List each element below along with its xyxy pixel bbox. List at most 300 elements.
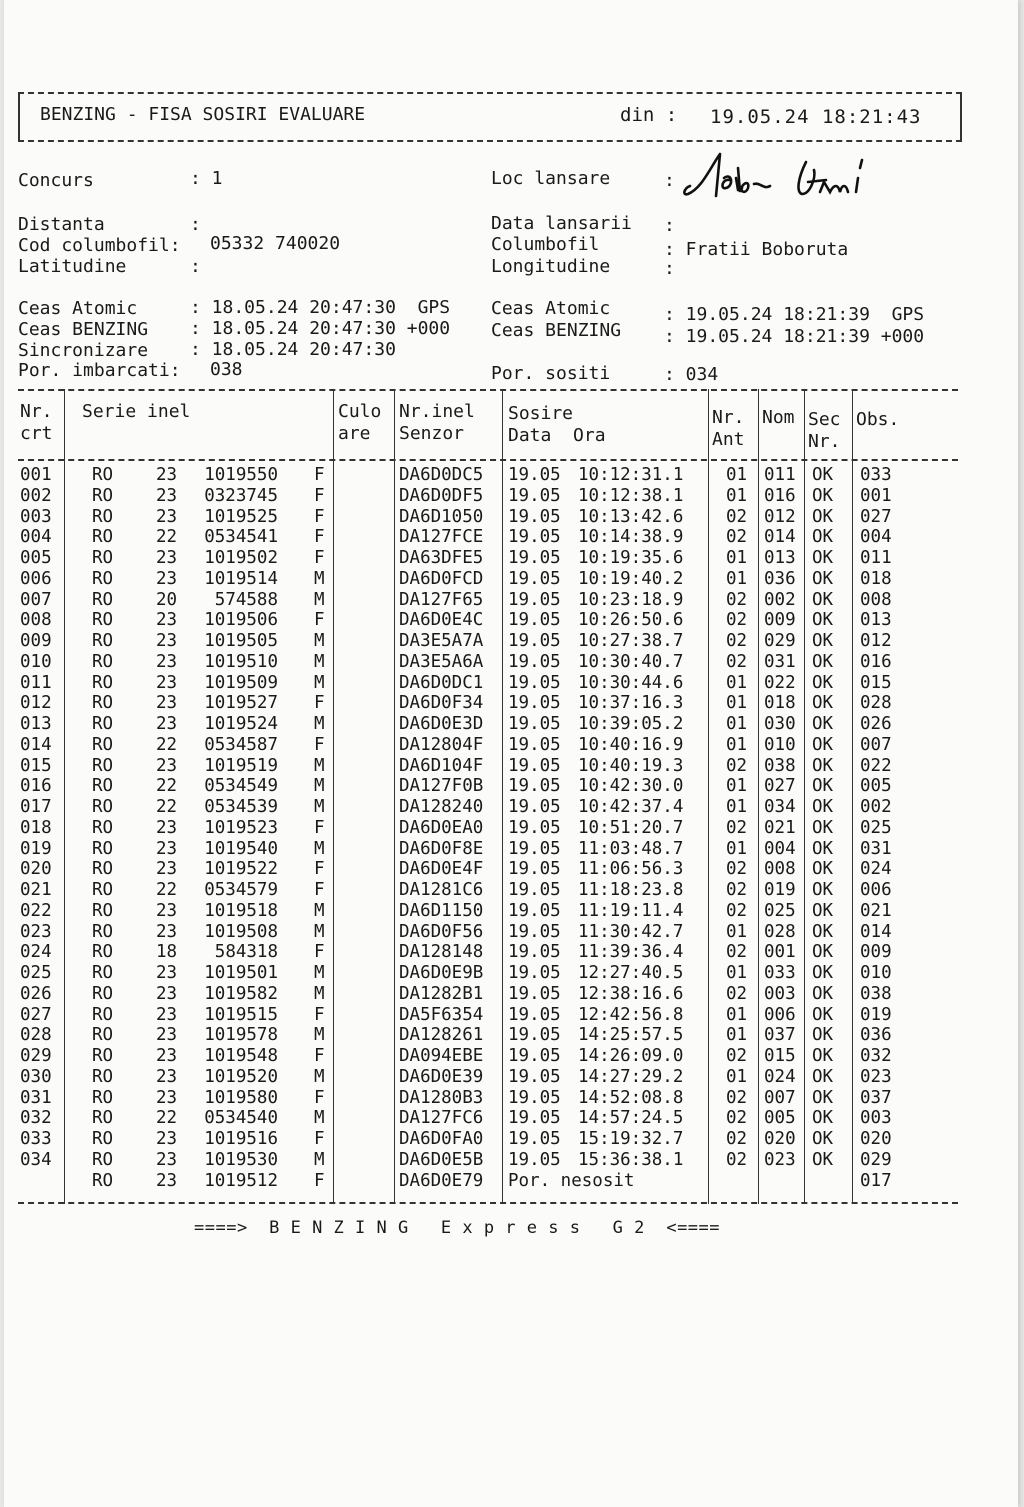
row-time: 10:12:38.1 bbox=[578, 485, 684, 506]
row-nr: 002 bbox=[20, 485, 52, 506]
table-header-rule bbox=[18, 459, 958, 461]
row-sec: OK bbox=[812, 1149, 834, 1170]
row-country: RO bbox=[92, 1108, 114, 1129]
row-sec: OK bbox=[812, 714, 834, 734]
row-nr-ant: 02 bbox=[726, 880, 748, 900]
table-bottom-rule bbox=[18, 1202, 958, 1204]
row-obs: 029 bbox=[860, 1149, 892, 1170]
row-year: 22 bbox=[156, 797, 178, 817]
row-year: 22 bbox=[156, 880, 178, 900]
row-ring-number: 584318 bbox=[214, 942, 278, 963]
row-obs: 011 bbox=[860, 548, 892, 568]
row-time: 10:19:35.6 bbox=[578, 548, 684, 568]
row-nr-ant: 01 bbox=[726, 921, 748, 942]
row-nom: 020 bbox=[764, 1129, 796, 1149]
ceas-atomic-2-label: Ceas Atomic bbox=[491, 298, 611, 319]
row-sensor: DA1280B3 bbox=[399, 1087, 484, 1108]
columbofil-value: : Fratii Boboruta bbox=[664, 239, 849, 260]
table-row bbox=[18, 1005, 958, 1026]
row-nom: 006 bbox=[764, 1004, 796, 1025]
row-obs: 001 bbox=[860, 485, 892, 506]
row-obs: 019 bbox=[860, 1004, 892, 1025]
row-sex: F bbox=[314, 1004, 325, 1025]
distanta-value: : bbox=[190, 214, 201, 235]
row-sex: F bbox=[314, 485, 325, 506]
row-nr: 015 bbox=[20, 755, 52, 776]
row-country: RO bbox=[92, 776, 114, 797]
data-lansarii-value: : bbox=[664, 215, 675, 236]
row-time: 12:42:56.8 bbox=[578, 1004, 684, 1025]
row-obs: 033 bbox=[860, 465, 892, 485]
row-nom: 005 bbox=[764, 1108, 796, 1129]
row-date: 19.05 bbox=[508, 1025, 561, 1046]
row-time: 15:19:32.7 bbox=[578, 1129, 684, 1149]
row-ring-number: 1019510 bbox=[204, 651, 278, 672]
row-sex: F bbox=[314, 610, 325, 631]
table-row bbox=[18, 693, 958, 714]
row-year: 23 bbox=[156, 631, 178, 651]
row-ring-number: 1019524 bbox=[204, 714, 278, 734]
row-date: 19.05 bbox=[508, 838, 561, 859]
row-nom: 036 bbox=[764, 568, 796, 589]
row-sensor: DA128148 bbox=[399, 942, 484, 963]
row-sex: M bbox=[314, 1149, 325, 1170]
row-nr-ant: 02 bbox=[726, 631, 748, 651]
row-sec: OK bbox=[812, 942, 834, 963]
header-serie-inel: Serie inel bbox=[82, 401, 191, 422]
row-sec: OK bbox=[812, 880, 834, 900]
footer-banner: ====> B E N Z I N G E x p r e s s G 2 <==== bbox=[194, 1218, 721, 1238]
row-time: 14:57:24.5 bbox=[578, 1108, 684, 1129]
row-country: RO bbox=[92, 1004, 114, 1025]
row-nr-ant: 01 bbox=[726, 1066, 748, 1087]
row-nr: 028 bbox=[20, 1025, 52, 1046]
row-country: RO bbox=[92, 672, 114, 693]
row-sex: F bbox=[314, 1170, 325, 1191]
row-ring-number: 1019522 bbox=[204, 859, 278, 880]
por-imbarcati-value: 038 bbox=[210, 359, 243, 380]
row-nr-ant: 01 bbox=[726, 1025, 748, 1046]
row-ring-number: 0534539 bbox=[204, 797, 278, 817]
row-obs: 013 bbox=[860, 610, 892, 631]
row-sensor: DA6D0E4F bbox=[399, 859, 484, 880]
row-nr-ant: 02 bbox=[726, 859, 748, 880]
row-nr-ant: 01 bbox=[726, 693, 748, 714]
row-ring-number: 0534587 bbox=[204, 734, 278, 755]
row-sex: M bbox=[314, 797, 325, 817]
row-sensor: DA6D0E5B bbox=[399, 1149, 484, 1170]
table-row bbox=[18, 590, 958, 611]
columbofil-label: Columbofil bbox=[491, 234, 600, 255]
row-sex: F bbox=[314, 1129, 325, 1149]
row-time: 11:03:48.7 bbox=[578, 838, 684, 859]
row-obs: 008 bbox=[860, 589, 892, 610]
row-country: RO bbox=[92, 610, 114, 631]
row-country: RO bbox=[92, 1046, 114, 1066]
row-sex: M bbox=[314, 755, 325, 776]
row-obs: 009 bbox=[860, 942, 892, 963]
table-row bbox=[18, 673, 958, 694]
latitudine-value: : bbox=[190, 256, 201, 277]
row-time: 10:12:31.1 bbox=[578, 465, 684, 485]
row-time: 10:14:38.9 bbox=[578, 527, 684, 548]
row-nr-ant: 02 bbox=[726, 1046, 748, 1066]
row-sensor: DA6D0F8E bbox=[399, 838, 484, 859]
row-sex: F bbox=[314, 527, 325, 548]
row-sex: M bbox=[314, 1108, 325, 1129]
row-sec: OK bbox=[812, 921, 834, 942]
row-sex: F bbox=[314, 465, 325, 485]
row-nr-ant: 02 bbox=[726, 1129, 748, 1149]
loc-lansare-label: Loc lansare bbox=[491, 168, 611, 189]
row-sensor: DA6D104F bbox=[399, 755, 484, 776]
row-nom: 033 bbox=[764, 963, 796, 983]
row-sec: OK bbox=[812, 1025, 834, 1046]
row-country: RO bbox=[92, 506, 114, 527]
row-obs: 005 bbox=[860, 776, 892, 797]
row-nr-ant: 01 bbox=[726, 963, 748, 983]
row-year: 23 bbox=[156, 1004, 178, 1025]
row-date: 19.05 bbox=[508, 797, 561, 817]
row-nr-ant: 02 bbox=[726, 1087, 748, 1108]
row-nom: 014 bbox=[764, 527, 796, 548]
row-sex: M bbox=[314, 900, 325, 921]
row-sensor: DA63DFE5 bbox=[399, 548, 484, 568]
row-year: 23 bbox=[156, 693, 178, 714]
row-country: RO bbox=[92, 527, 114, 548]
row-obs: 031 bbox=[860, 838, 892, 859]
row-time: 14:52:08.8 bbox=[578, 1087, 684, 1108]
row-sec: OK bbox=[812, 776, 834, 797]
row-year: 23 bbox=[156, 859, 178, 880]
row-date: 19.05 bbox=[508, 1108, 561, 1129]
row-sensor: DA5F6354 bbox=[399, 1004, 484, 1025]
row-sex: F bbox=[314, 548, 325, 568]
row-sec: OK bbox=[812, 1129, 834, 1149]
row-country: RO bbox=[92, 1066, 114, 1087]
table-row bbox=[18, 963, 958, 984]
row-nr: 009 bbox=[20, 631, 52, 651]
row-nom: 007 bbox=[764, 1087, 796, 1108]
row-year: 22 bbox=[156, 1108, 178, 1129]
row-country: RO bbox=[92, 963, 114, 983]
row-time: 11:06:56.3 bbox=[578, 859, 684, 880]
row-ring-number: 1019514 bbox=[204, 568, 278, 589]
row-sex: F bbox=[314, 859, 325, 880]
table-row bbox=[18, 818, 958, 839]
row-obs: 017 bbox=[860, 1170, 892, 1191]
row-date: 19.05 bbox=[508, 693, 561, 714]
row-sec: OK bbox=[812, 1087, 834, 1108]
row-ring-number: 1019527 bbox=[204, 693, 278, 714]
row-year: 23 bbox=[156, 1046, 178, 1066]
row-sec: OK bbox=[812, 465, 834, 485]
row-date: 19.05 bbox=[508, 651, 561, 672]
row-ring-number: 1019506 bbox=[204, 610, 278, 631]
row-date: 19.05 bbox=[508, 1129, 561, 1149]
arrivals-table bbox=[18, 389, 958, 1204]
row-obs: 002 bbox=[860, 797, 892, 817]
row-sec: OK bbox=[812, 983, 834, 1004]
row-ring-number: 1019530 bbox=[204, 1149, 278, 1170]
row-nr: 011 bbox=[20, 672, 52, 693]
table-row bbox=[18, 465, 958, 486]
row-obs: 027 bbox=[860, 506, 892, 527]
header-box bbox=[18, 92, 962, 142]
row-obs: 036 bbox=[860, 1025, 892, 1046]
row-sec: OK bbox=[812, 651, 834, 672]
row-year: 23 bbox=[156, 838, 178, 859]
row-country: RO bbox=[92, 734, 114, 755]
row-ring-number: 1019505 bbox=[204, 631, 278, 651]
row-year: 23 bbox=[156, 714, 178, 734]
row-year: 23 bbox=[156, 755, 178, 776]
row-date: 19.05 bbox=[508, 589, 561, 610]
row-date: 19.05 bbox=[508, 859, 561, 880]
printout-sheet: BENZING - FISA SOSIRI EVALUARE din : 19.05.24 18:21:43 Concurs : 1 Loc lansare : Distanta : Cod columbofil: 05332 740020 Latitudine : Data lansarii : Columbofil : Fratii Boboruta Longitudine : Ceas Atomic : 18.05.24 20:47:30 GPS Ceas BENZING : 18.05.24 20:47:30 +000 Sincronizare : 18.05.24 20:47:30 Por. imbarcati: 038 Ceas Atomic : 19.05.24 18:21:39 GPS Ceas BENZING : 19.05.24 18:21:39 +000 Por. sositi : 034 Nr. crt Serie inel Culo are Nr.inel Senzor Sosire Data Ora Nr. Ant Nom Sec Nr. Obs. 001 RO 23 1019550 F DA6D0DC5 19.05 10:12:31.1 01 011 OK 033 002 RO 23 0323745 F DA6D0DF5 19.05 10:12:38.1 01 016 OK 001 003 RO 23 1019525 F DA6D1050 19.05 10:13:42.6 02 012 OK 027 004 RO 22 0534541 F DA127FCE 19.05 10:14:38.9 02 014 OK 004 005 RO 23 1019502 F DA63DFE5 19.05 10:19:35.6 01 013 OK 011 006 RO 23 1019514 M DA6D0FCD 19.05 10:19:40.2 01 036 OK 018 007 RO 20 574588 M DA127F65 19.05 10:23:18.9 02 002 OK 008 008 RO 23 1019506 F DA6D0E4C 19.05 10:26:50.6 02 009 OK 013 009 RO 23 1019505 M DA3E5A7A 19.05 10:27:38.7 02 029 OK 012 010 RO 23 1019510 M DA3E5A6A 19.05 10:30:40.7 02 031 OK 016 011 RO 23 1019509 M DA6D0DC1 19.05 10:30:44.6 01 022 OK 015 012 RO 23 1019527 F DA6D0F34 19.05 10:37:16.3 01 018 OK 028 013 RO 23 1019524 M DA6D0E3D 19.05 10:39:05.2 01 030 OK 026 014 RO 22 0534587 F DA12804F 19.05 10:40:16.9 01 010 OK 007 015 RO 23 1019519 M DA6D104F 19.05 10:40:19.3 02 038 OK 022 016 RO 22 0534549 M DA127F0B 19.05 10:42:30.0 01 027 OK 005 017 RO 22 0534539 M DA128240 19.05 10:42:37.4 01 034 OK 002 018 RO 23 1019523 F DA6D0EA0 19.05 10:51:20.7 02 021 OK 025 019 RO 23 1019540 M DA6D0F8E 19.05 11:03:48.7 01 004 OK 031 020 RO 23 1019522 F DA6D0E4F 19.05 11:06:56.3 02 008 OK 024 021 RO 22 0534579 F DA1281C6 19.05 11:18:23.8 02 019 OK 006 022 RO 23 1019518 M DA6D1150 19.05 11:19:11.4 02 025 OK 021 023 RO 23 1019508 M DA6D0F56 19.05 11:30:42.7 01 028 OK 014 024 RO 18 584318 F DA128148 19.05 11:39:36.4 02 001 OK 009 025 RO 23 1019501 M DA6D0E9B 19.05 12:27:40.5 01 033 OK 010 026 RO 23 1019582 M DA1282B1 19.05 12:38:16.6 02 003 OK 038 027 RO 23 1019515 F DA5F6354 19.05 12:42:56.8 01 006 OK 019 028 RO 23 1019578 M DA128261 19.05 14:25:57.5 01 037 OK 036 029 RO 23 1019548 F DA094EBE 19.05 14:26:09.0 02 015 OK 032 030 RO 23 1019520 M DA6D0E39 19.05 14:27:29.2 01 024 OK 023 031 RO 23 1019580 F DA1280B3 19.05 14:52:08.8 02 007 OK 037 032 RO 22 0534540 M DA127FC6 19.05 14:57:24.5 02 005 OK 003 033 RO 23 1019516 F DA6D0FA0 19.05 15:19:32.7 02 020 OK 020 034 RO 23 1019530 M DA6D0E5B 19.05 15:36:38.1 02 023 OK 029 RO 23 1019512 F DA6D0E79 Por. nesosit 017 ====> B E N Z I N G E x p r e s s G 2 <==== bbox=[4, 0, 1018, 1507]
table-row bbox=[18, 839, 958, 860]
row-ring-number: 0534540 bbox=[204, 1108, 278, 1129]
row-nr: 014 bbox=[20, 734, 52, 755]
row-date: 19.05 bbox=[508, 548, 561, 568]
report-title: BENZING - FISA SOSIRI EVALUARE bbox=[40, 104, 366, 125]
row-date: 19.05 bbox=[508, 942, 561, 963]
row-sensor: DA6D0EA0 bbox=[399, 817, 484, 838]
row-nr-ant: 02 bbox=[726, 817, 748, 838]
row-sex: M bbox=[314, 838, 325, 859]
row-sex: F bbox=[314, 942, 325, 963]
row-nr-ant: 01 bbox=[726, 797, 748, 817]
row-sex: M bbox=[314, 921, 325, 942]
row-country: RO bbox=[92, 921, 114, 942]
row-sensor: DA12804F bbox=[399, 734, 484, 755]
row-sensor: DA6D0F56 bbox=[399, 921, 484, 942]
row-year: 23 bbox=[156, 1025, 178, 1046]
row-sec: OK bbox=[812, 817, 834, 838]
por-sositi-value: : 034 bbox=[664, 364, 719, 385]
row-date: 19.05 bbox=[508, 1149, 561, 1170]
row-ring-number: 0534541 bbox=[204, 527, 278, 548]
row-nom: 015 bbox=[764, 1046, 796, 1066]
header-sosire: Sosire Data Ora bbox=[508, 403, 606, 446]
ceas-benzing-1-label: Ceas BENZING bbox=[18, 319, 149, 340]
row-nr-ant: 02 bbox=[726, 506, 748, 527]
row-nr: 016 bbox=[20, 776, 52, 797]
row-nr: 006 bbox=[20, 568, 52, 589]
row-ring-number: 1019509 bbox=[204, 672, 278, 693]
row-sec: OK bbox=[812, 506, 834, 527]
row-nom: 029 bbox=[764, 631, 796, 651]
row-ring-number: 1019580 bbox=[204, 1087, 278, 1108]
row-year: 22 bbox=[156, 527, 178, 548]
row-nr: 017 bbox=[20, 797, 52, 817]
row-year: 23 bbox=[156, 983, 178, 1004]
row-nom: 037 bbox=[764, 1025, 796, 1046]
row-time: 10:39:05.2 bbox=[578, 714, 684, 734]
table-row bbox=[18, 610, 958, 631]
row-sex: M bbox=[314, 568, 325, 589]
row-year: 23 bbox=[156, 485, 178, 506]
row-country: RO bbox=[92, 589, 114, 610]
row-sex: M bbox=[314, 714, 325, 734]
row-time: 11:30:42.7 bbox=[578, 921, 684, 942]
row-time: 12:38:16.6 bbox=[578, 983, 684, 1004]
row-country: RO bbox=[92, 465, 114, 485]
row-obs: 024 bbox=[860, 859, 892, 880]
table-row bbox=[18, 1088, 958, 1109]
row-country: RO bbox=[92, 548, 114, 568]
row-ring-number: 1019501 bbox=[204, 963, 278, 983]
row-nr-ant: 01 bbox=[726, 714, 748, 734]
row-sex: M bbox=[314, 589, 325, 610]
row-sensor: DA127FC6 bbox=[399, 1108, 484, 1129]
row-sensor: DA1281C6 bbox=[399, 880, 484, 900]
ceas-benzing-2-value: : 19.05.24 18:21:39 +000 bbox=[664, 326, 925, 347]
header-nom: Nom bbox=[762, 407, 795, 428]
table-row bbox=[18, 1108, 958, 1129]
row-date: 19.05 bbox=[508, 1004, 561, 1025]
row-ring-number: 1019582 bbox=[204, 983, 278, 1004]
row-ring-number: 574588 bbox=[214, 589, 278, 610]
row-country: RO bbox=[92, 651, 114, 672]
row-year: 18 bbox=[156, 942, 178, 963]
table-row bbox=[18, 507, 958, 528]
row-ring-number: 1019516 bbox=[204, 1129, 278, 1149]
row-obs: 025 bbox=[860, 817, 892, 838]
row-time: 10:40:19.3 bbox=[578, 755, 684, 776]
ceas-benzing-1-value: : 18.05.24 20:47:30 +000 bbox=[190, 318, 451, 339]
row-sensor: DA6D0E39 bbox=[399, 1066, 484, 1087]
row-nr-ant: 02 bbox=[726, 610, 748, 631]
row-country: RO bbox=[92, 880, 114, 900]
row-nr: 033 bbox=[20, 1129, 52, 1149]
row-nr: 001 bbox=[20, 465, 52, 485]
row-nom: 001 bbox=[764, 942, 796, 963]
row-time: 10:30:40.7 bbox=[578, 651, 684, 672]
row-country: RO bbox=[92, 755, 114, 776]
row-ring-number: 1019540 bbox=[204, 838, 278, 859]
row-nr: 021 bbox=[20, 880, 52, 900]
row-nr-ant: 01 bbox=[726, 465, 748, 485]
row-sec: OK bbox=[812, 589, 834, 610]
por-imbarcati-label: Por. imbarcati: bbox=[18, 360, 181, 381]
row-nr-ant: 01 bbox=[726, 734, 748, 755]
row-sex: M bbox=[314, 983, 325, 1004]
row-sec: OK bbox=[812, 797, 834, 817]
row-year: 23 bbox=[156, 1087, 178, 1108]
row-sex: F bbox=[314, 693, 325, 714]
row-ring-number: 1019550 bbox=[204, 465, 278, 485]
row-sensor: DA127FCE bbox=[399, 527, 484, 548]
row-sensor: DA6D0DF5 bbox=[399, 485, 484, 506]
row-date: 19.05 bbox=[508, 610, 561, 631]
row-nr: 004 bbox=[20, 527, 52, 548]
row-nr: 024 bbox=[20, 942, 52, 963]
row-date: 19.05 bbox=[508, 506, 561, 527]
row-obs: 037 bbox=[860, 1087, 892, 1108]
row-country: RO bbox=[92, 631, 114, 651]
row-nr-ant: 02 bbox=[726, 900, 748, 921]
table-row bbox=[18, 652, 958, 673]
row-year: 23 bbox=[156, 963, 178, 983]
row-year: 22 bbox=[156, 776, 178, 797]
row-country: RO bbox=[92, 1129, 114, 1149]
row-sex: F bbox=[314, 1046, 325, 1066]
row-sec: OK bbox=[812, 1046, 834, 1066]
header-nr-inel-senzor: Nr.inel Senzor bbox=[399, 401, 475, 444]
row-nom: 011 bbox=[764, 465, 796, 485]
row-sensor: DA1282B1 bbox=[399, 983, 484, 1004]
row-nom: 025 bbox=[764, 900, 796, 921]
concurs-label: Concurs bbox=[18, 170, 94, 191]
row-time: 11:19:11.4 bbox=[578, 900, 684, 921]
por-sositi-label: Por. sositi bbox=[491, 363, 611, 384]
row-nr: 030 bbox=[20, 1066, 52, 1087]
row-nom: 010 bbox=[764, 734, 796, 755]
row-sex: M bbox=[314, 651, 325, 672]
row-time: 10:40:16.9 bbox=[578, 734, 684, 755]
row-time: 11:39:36.4 bbox=[578, 942, 684, 963]
row-time: 10:30:44.6 bbox=[578, 672, 684, 693]
row-sec: OK bbox=[812, 900, 834, 921]
row-sex: M bbox=[314, 776, 325, 797]
table-row bbox=[18, 797, 958, 818]
row-sensor: DA6D0FCD bbox=[399, 568, 484, 589]
row-nr: 032 bbox=[20, 1108, 52, 1129]
row-ring-number: 1019502 bbox=[204, 548, 278, 568]
row-nom: 002 bbox=[764, 589, 796, 610]
row-ring-number: 1019519 bbox=[204, 755, 278, 776]
row-time: 10:27:38.7 bbox=[578, 631, 684, 651]
row-obs: 007 bbox=[860, 734, 892, 755]
row-sensor: DA6D0E9B bbox=[399, 963, 484, 983]
cod-columbofil-value: 05332 740020 bbox=[210, 233, 341, 254]
row-nr-ant: 01 bbox=[726, 1004, 748, 1025]
row-obs: 018 bbox=[860, 568, 892, 589]
row-obs: 016 bbox=[860, 651, 892, 672]
row-sensor: DA6D0FA0 bbox=[399, 1129, 484, 1149]
row-obs: 014 bbox=[860, 921, 892, 942]
row-time: 14:26:09.0 bbox=[578, 1046, 684, 1066]
row-date: 19.05 bbox=[508, 963, 561, 983]
row-nr-ant: 02 bbox=[726, 1149, 748, 1170]
row-nr-ant: 02 bbox=[726, 651, 748, 672]
row-nr-ant: 02 bbox=[726, 983, 748, 1004]
din-label: din : bbox=[620, 104, 678, 126]
row-date: Por. nesosit bbox=[508, 1170, 635, 1191]
row-sex: M bbox=[314, 1066, 325, 1087]
row-obs: 028 bbox=[860, 693, 892, 714]
row-ring-number: 1019518 bbox=[204, 900, 278, 921]
row-country: RO bbox=[92, 714, 114, 734]
row-country: RO bbox=[92, 1149, 114, 1170]
row-date: 19.05 bbox=[508, 776, 561, 797]
row-nr: 023 bbox=[20, 921, 52, 942]
row-nom: 030 bbox=[764, 714, 796, 734]
sincronizare-label: Sincronizare bbox=[18, 340, 149, 361]
row-year: 23 bbox=[156, 506, 178, 527]
row-country: RO bbox=[92, 693, 114, 714]
row-country: RO bbox=[92, 900, 114, 921]
row-sensor: DA6D0E3D bbox=[399, 714, 484, 734]
row-country: RO bbox=[92, 568, 114, 589]
row-time: 14:25:57.5 bbox=[578, 1025, 684, 1046]
row-nr: 022 bbox=[20, 900, 52, 921]
row-date: 19.05 bbox=[508, 465, 561, 485]
row-sec: OK bbox=[812, 1066, 834, 1087]
table-row bbox=[18, 527, 958, 548]
row-sensor: DA6D0DC1 bbox=[399, 672, 484, 693]
